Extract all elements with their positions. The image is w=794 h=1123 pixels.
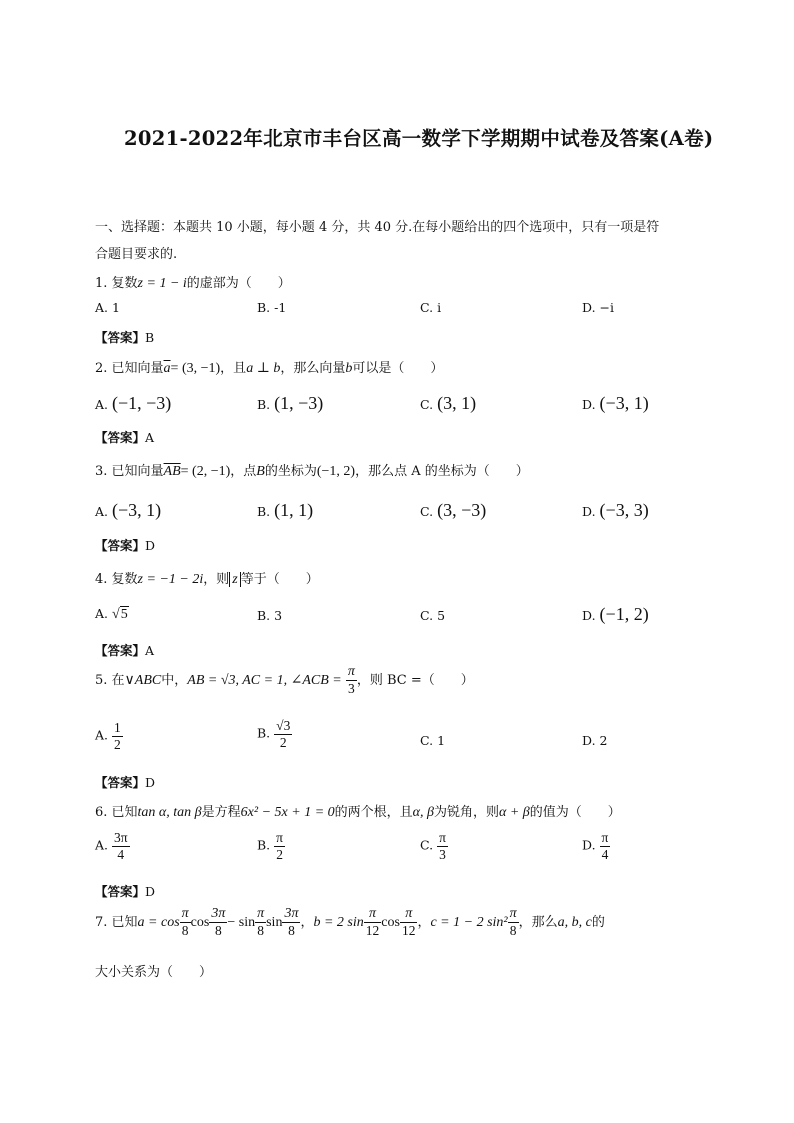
- question-6-stem: [95, 801, 621, 821]
- q2-perpendicular: a ⊥ b: [246, 361, 281, 376]
- q7-fraction-6-numerator: π: [400, 906, 418, 923]
- q6-option-c-label: C.: [420, 837, 434, 853]
- q2-option-b-label: B.: [257, 397, 271, 412]
- q5-option-b-label: B.: [257, 725, 271, 741]
- q6-answer: [95, 882, 155, 900]
- q3-stem-prefix: 3. 已知向量: [95, 464, 164, 479]
- q7-cos-2: cos: [190, 914, 210, 930]
- q1-option-a: A. 1: [95, 300, 120, 315]
- q1-option-b: B. -1: [257, 300, 287, 315]
- q3-option-c-value: (3, −3): [437, 500, 487, 520]
- q6-answer-value: D: [145, 884, 156, 899]
- q7-cos-3: cos: [381, 914, 400, 930]
- q3-option-a: [95, 500, 161, 521]
- q5-option-b-fraction: [274, 718, 292, 750]
- q7-sin-2: sin: [266, 914, 283, 930]
- q6-stem-mid: 是方程: [201, 805, 241, 820]
- q7-c-prefix: c = 1 − 2 sin²: [430, 914, 508, 930]
- q2-option-b-value: (1, −3): [274, 393, 324, 413]
- q7-fraction-1-numerator: π: [180, 906, 191, 923]
- q7-fraction-7-numerator: π: [508, 906, 519, 923]
- q7-fraction-3: [255, 906, 266, 939]
- q5-option-b-denominator: 2: [279, 734, 287, 750]
- q7-stem-line2: 大小关系为（ ）: [95, 965, 213, 980]
- q3-vector-ab: $\overline{AB}$: [163, 464, 181, 479]
- q2-stem-post: ，那么向量: [280, 361, 346, 376]
- q6-option-b: [257, 830, 285, 862]
- q2-vector-a-value: = (3, −1): [170, 361, 221, 376]
- q3-stem-end: ，那么点 A 的坐标为（ ）: [355, 464, 529, 479]
- q6-option-c: [420, 830, 448, 862]
- q3-coordinate: (−1, 2): [316, 464, 356, 479]
- q2-vector-b: b: [345, 361, 353, 376]
- q7-comma-1: ，: [300, 914, 314, 930]
- q6-stem-end: 的值为（ ）: [529, 805, 621, 820]
- q2-answer-value: A: [145, 430, 155, 445]
- q2-stem-end: 可以是（ ）: [352, 361, 444, 376]
- q6-stem-mid3: 为锐角，则: [433, 805, 499, 820]
- q5-option-b-numerator: √3: [276, 718, 291, 733]
- q3-option-c: [420, 500, 486, 521]
- question-2-stem: [95, 357, 443, 377]
- q4-option-b: B. 3: [257, 608, 283, 623]
- q5-stem-mid: 中，: [161, 672, 188, 688]
- q7-fraction-6-denominator: 12: [401, 923, 416, 939]
- q5-angle-denominator: 3: [347, 681, 355, 697]
- question-3-stem: [95, 460, 529, 480]
- q7-fraction-7: [508, 906, 519, 939]
- q2-option-c-label: C.: [420, 397, 434, 412]
- q6-option-d-fraction: [600, 830, 611, 862]
- q7-stem-end: 的: [591, 914, 605, 930]
- q3-vector-value: = (2, −1): [180, 464, 231, 479]
- section-instructions-line1: 一、选择题：本题共 10 小题，每小题 4 分，共 40 分.在每小题给出的四个选项中，只有一项是符: [95, 220, 660, 235]
- q3-option-d-label: D.: [582, 504, 596, 519]
- q1-stem-prefix: 1. 复数: [95, 276, 138, 291]
- q4-stem-mid: ，则: [203, 572, 230, 587]
- q7-stem-prefix: 7. 已知: [95, 914, 138, 930]
- q4-option-d-value: (−1, 2): [599, 604, 649, 624]
- answer-label: 【答案】: [95, 538, 146, 553]
- q2-option-b: [257, 393, 323, 414]
- q3-option-b-label: B.: [257, 504, 271, 519]
- q6-option-b-label: B.: [257, 837, 271, 853]
- q7-fraction-4-numerator: 3π: [282, 906, 300, 923]
- answer-label: 【答案】: [95, 775, 146, 790]
- q3-option-b-value: (1, 1): [274, 500, 314, 520]
- q3-option-d-value: (−3, 3): [599, 500, 649, 520]
- q2-option-a: [95, 393, 171, 414]
- q3-option-a-label: A.: [95, 504, 109, 519]
- q1-option-d: D. −i: [582, 300, 614, 315]
- q7-comma-2: ，: [417, 914, 431, 930]
- q5-option-a: [95, 720, 123, 752]
- q6-option-d: [582, 830, 610, 862]
- q1-answer-value: B: [145, 330, 155, 345]
- q4-answer: [95, 641, 154, 659]
- q7-variables: a, b, c: [557, 914, 592, 930]
- q6-option-a-denominator: 4: [117, 846, 125, 862]
- q6-option-c-numerator: π: [439, 830, 446, 845]
- q7-fraction-6: [400, 906, 418, 939]
- q4-option-a-radicand: 5: [120, 607, 128, 622]
- section-instructions-line2: 合题目要求的.: [95, 247, 178, 262]
- q5-option-a-numerator: 1: [114, 720, 121, 735]
- question-5-stem: [95, 664, 474, 697]
- q3-option-a-value: (−3, 1): [112, 500, 162, 520]
- q7-fraction-5-numerator: π: [364, 906, 382, 923]
- q5-stem-end: ，则 BC =（ ）: [356, 672, 474, 688]
- q3-stem-mid2: 的坐标为: [264, 464, 317, 479]
- q6-option-b-fraction: [274, 830, 285, 862]
- q2-option-d: [582, 393, 649, 414]
- q5-option-a-denominator: 2: [114, 736, 121, 752]
- q1-answer: [95, 328, 154, 346]
- q2-option-d-value: (−3, 1): [599, 393, 649, 413]
- q2-option-c-value: (3, 1): [437, 393, 477, 413]
- q5-option-d: D. 2: [582, 733, 608, 748]
- q7-b-prefix: b = 2 sin: [313, 914, 364, 930]
- q7-fraction-7-denominator: 8: [509, 923, 517, 939]
- q5-option-c: C. 1: [420, 733, 446, 748]
- q1-stem-suffix: 的虚部为（ ）: [186, 276, 291, 291]
- q2-option-a-label: A.: [95, 397, 109, 412]
- q6-option-d-label: D.: [582, 837, 596, 853]
- q6-stem-mid2: 的两个根，且: [334, 805, 413, 820]
- answer-label: 【答案】: [95, 330, 146, 345]
- q6-option-d-denominator: 4: [601, 846, 609, 862]
- q6-option-d-numerator: π: [601, 830, 609, 845]
- q6-option-b-denominator: 2: [276, 846, 283, 862]
- q7-fraction-2-denominator: 8: [214, 923, 222, 939]
- q4-option-d-label: D.: [582, 608, 596, 623]
- question-7-stem: [95, 906, 605, 939]
- q4-option-a-label: A.: [95, 606, 109, 621]
- q5-stem-prefix: 5. 在: [95, 672, 125, 688]
- q6-stem-prefix: 6. 已知: [95, 805, 138, 820]
- q4-option-a: [95, 606, 129, 623]
- q6-option-c-denominator: 3: [439, 846, 446, 862]
- q7-fraction-5-denominator: 12: [365, 923, 380, 939]
- q6-option-a-label: A.: [95, 837, 109, 853]
- q6-option-a-numerator: 3π: [114, 830, 128, 845]
- q5-triangle: ∨ABC: [124, 672, 162, 688]
- answer-label: 【答案】: [95, 884, 146, 899]
- q1-expression: z = 1 − i: [137, 276, 187, 291]
- q4-option-c: C. 5: [420, 608, 446, 623]
- q6-sum: α + β: [499, 805, 530, 820]
- q3-point-b: B: [256, 464, 265, 479]
- q6-angles: α, β: [412, 805, 434, 820]
- q3-option-d: [582, 500, 649, 521]
- question-4-stem: [95, 568, 319, 588]
- q2-vector-a: $\overline{a}$: [163, 361, 171, 376]
- q4-answer-value: A: [145, 643, 155, 658]
- q5-angle-numerator: π: [346, 664, 357, 681]
- q5-answer: [95, 773, 155, 791]
- q2-option-c: [420, 393, 476, 414]
- q4-stem-prefix: 4. 复数: [95, 572, 138, 587]
- q2-stem-prefix: 2. 已知向量: [95, 361, 164, 376]
- q7-a-prefix: a = cos: [137, 914, 180, 930]
- q7-fraction-5: [364, 906, 382, 939]
- q6-equation: 6x² − 5x + 1 = 0: [240, 805, 335, 820]
- q7-fraction-1: [180, 906, 191, 939]
- page-title: 2021-2022年北京市丰台区高一数学下学期期中试卷及答案(A卷): [124, 127, 714, 150]
- q7-fraction-2-numerator: 3π: [209, 906, 227, 923]
- q4-expression: z = −1 − 2i: [137, 572, 204, 587]
- q3-answer: [95, 536, 155, 554]
- q5-angle-fraction: [346, 664, 357, 697]
- q4-stem-end: 等于（ ）: [240, 572, 319, 587]
- q3-stem-mid: ，点: [230, 464, 257, 479]
- q4-option-d: [582, 604, 649, 625]
- q3-option-c-label: C.: [420, 504, 434, 519]
- q1-option-c: C. i: [420, 300, 442, 315]
- question-1-stem: [95, 272, 291, 292]
- q6-option-b-numerator: π: [276, 830, 283, 845]
- q7-stem-mid: ，那么: [518, 914, 558, 930]
- q7-fraction-3-denominator: 8: [257, 923, 264, 939]
- q6-option-a-fraction: [112, 830, 130, 862]
- q4-modulus: z: [229, 572, 240, 587]
- q5-conditions: AB = √3, AC = 1, ∠ACB =: [187, 672, 342, 688]
- q7-fraction-4-denominator: 8: [288, 923, 295, 939]
- q7-fraction-4: [282, 906, 300, 939]
- q5-option-a-fraction: [112, 720, 123, 752]
- q6-option-a: [95, 830, 130, 862]
- q6-option-c-fraction: [437, 830, 448, 862]
- q4-option-a-sqrt: √5: [112, 607, 128, 622]
- q3-answer-value: D: [145, 538, 156, 553]
- q7-fraction-2: [209, 906, 227, 939]
- q7-fraction-1-denominator: 8: [181, 923, 189, 939]
- q5-option-b: [257, 718, 292, 750]
- q5-option-a-label: A.: [95, 727, 109, 743]
- q2-stem-mid: ，且: [220, 361, 247, 376]
- q7-minus-sin: − sin: [227, 914, 256, 930]
- q2-answer: [95, 428, 154, 446]
- q5-answer-value: D: [145, 775, 156, 790]
- q7-fraction-3-numerator: π: [255, 906, 266, 923]
- q6-tangents: tan α, tan β: [137, 805, 202, 820]
- q2-option-d-label: D.: [582, 397, 596, 412]
- answer-label: 【答案】: [95, 643, 146, 658]
- q2-option-a-value: (−1, −3): [112, 393, 172, 413]
- answer-label: 【答案】: [95, 430, 146, 445]
- q3-option-b: [257, 500, 313, 521]
